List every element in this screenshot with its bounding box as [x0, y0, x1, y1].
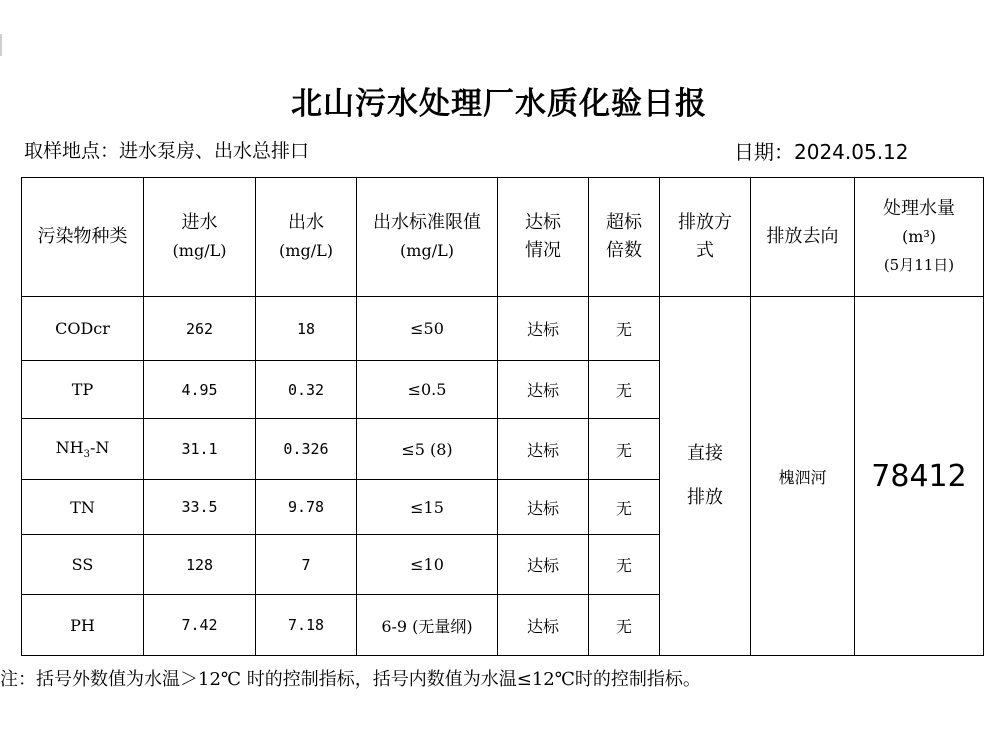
status-value: 达标	[498, 595, 589, 656]
discharge-method: 直接 排放	[660, 297, 751, 656]
status-value: 达标	[498, 361, 589, 419]
page-edge-mark	[0, 34, 2, 56]
pollutant-name: CODcr	[22, 297, 144, 361]
exceed-value: 无	[589, 595, 660, 656]
footnote: 注：括号外数值为水温＞12℃ 时的控制指标，括号内数值为水温≤12℃时的控制指标。	[0, 669, 701, 690]
status-value: 达标	[498, 297, 589, 361]
limit-value: ≤50	[357, 297, 498, 361]
header-pollutant: 污染物种类	[22, 178, 144, 297]
status-value: 达标	[498, 535, 589, 595]
outflow-value: 0.32	[256, 361, 357, 419]
exceed-value: 无	[589, 361, 660, 419]
discharge-destination: 槐泗河	[751, 297, 855, 656]
inflow-value: 7.42	[144, 595, 256, 656]
status-value: 达标	[498, 419, 589, 480]
limit-value: ≤0.5	[357, 361, 498, 419]
exceed-value: 无	[589, 419, 660, 480]
header-method: 排放方 式	[660, 178, 751, 297]
report-title: 北山污水处理厂水质化验日报	[291, 86, 707, 122]
exceed-value: 无	[589, 297, 660, 361]
water-quality-table	[21, 177, 984, 656]
pollutant-name: TP	[22, 361, 144, 419]
pollutant-name: PH	[22, 595, 144, 656]
exceed-value: 无	[589, 480, 660, 535]
header-volume: 处理水量 (m³) (5月11日)	[855, 178, 984, 297]
limit-value: 6-9 (无量纲)	[357, 595, 498, 656]
status-value: 达标	[498, 480, 589, 535]
header-destination: 排放去向	[751, 178, 855, 297]
sampling-location: 取样地点：进水泵房、出水总排口	[24, 140, 310, 162]
pollutant-name: SS	[22, 535, 144, 595]
pollutant-name: $NH_3-N$	[22, 419, 144, 480]
limit-value: ≤5 (8)	[357, 419, 498, 480]
report-date: 日期：2024.05.12	[734, 140, 909, 164]
header-inflow: 进水 (mg/L)	[144, 178, 256, 297]
outflow-value: 0.326	[256, 419, 357, 480]
inflow-value: 4.95	[144, 361, 256, 419]
outflow-value: 7	[256, 535, 357, 595]
outflow-value: 9.78	[256, 480, 357, 535]
exceed-value: 无	[589, 535, 660, 595]
inflow-value: 128	[144, 535, 256, 595]
header-status: 达标 情况	[498, 178, 589, 297]
header-limit: 出水标准限值 (mg/L)	[357, 178, 498, 297]
header-outflow: 出水 (mg/L)	[256, 178, 357, 297]
pollutant-name: TN	[22, 480, 144, 535]
treated-volume: 78412	[855, 297, 984, 656]
inflow-value: 33.5	[144, 480, 256, 535]
inflow-value: 262	[144, 297, 256, 361]
limit-value: ≤10	[357, 535, 498, 595]
inflow-value: 31.1	[144, 419, 256, 480]
header-row	[22, 178, 984, 297]
outflow-value: 7.18	[256, 595, 357, 656]
outflow-value: 18	[256, 297, 357, 361]
header-exceed: 超标 倍数	[589, 178, 660, 297]
table-row	[22, 297, 984, 361]
limit-value: ≤15	[357, 480, 498, 535]
